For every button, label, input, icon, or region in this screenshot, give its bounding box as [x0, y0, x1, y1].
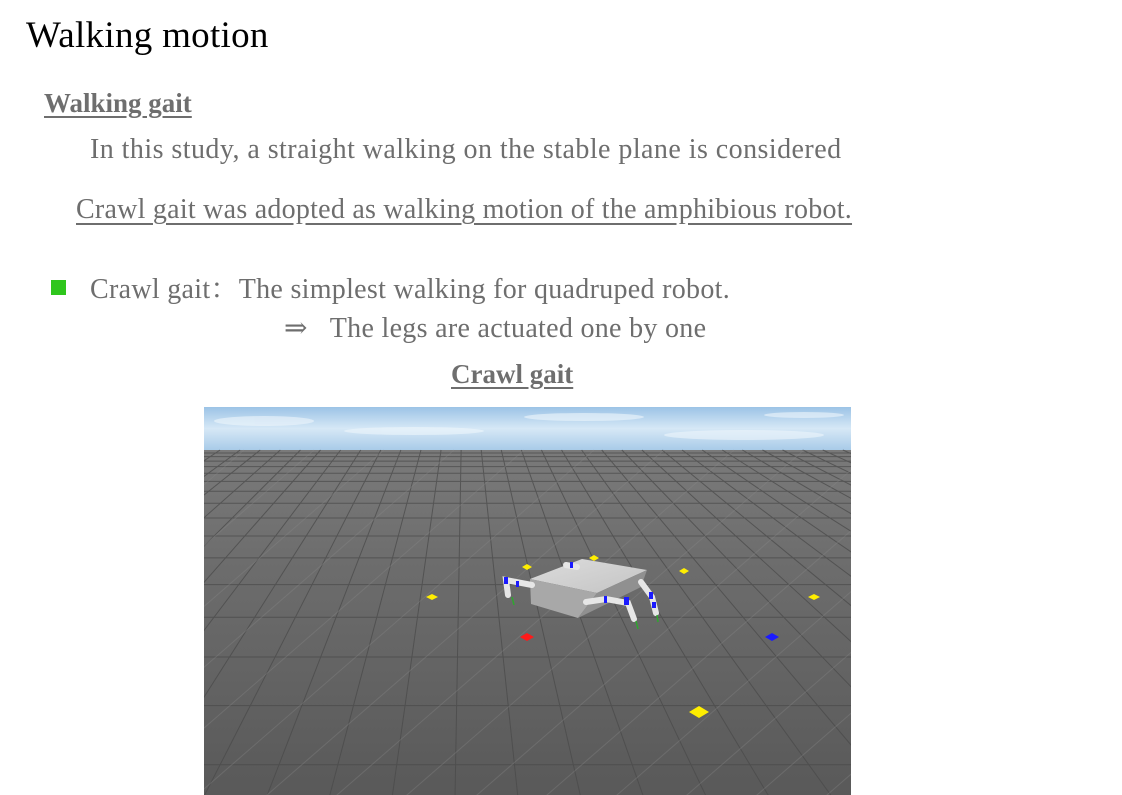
arrow-statement	[284, 311, 706, 345]
arrow-statement-text: The legs are actuated one by one	[329, 313, 707, 344]
crawl-gait-definition: Crawl gait：The simplest walking for quadruped robot.	[90, 274, 731, 305]
crawl-gait-simulation-image	[204, 407, 851, 795]
sky-backdrop	[204, 407, 851, 450]
study-statement: In this study, a straight walking on the stable plane is considered	[90, 134, 842, 165]
green-square-bullet-icon	[51, 280, 66, 295]
figure-caption: Crawl gait	[451, 359, 574, 389]
slide-title: Walking motion	[26, 15, 269, 56]
implies-arrow-icon: ⇒	[284, 313, 308, 344]
adoption-statement: Crawl gait was adopted as walking motion of the amphibious robot.	[76, 194, 853, 225]
walking-gait-heading: Walking gait	[44, 88, 192, 118]
